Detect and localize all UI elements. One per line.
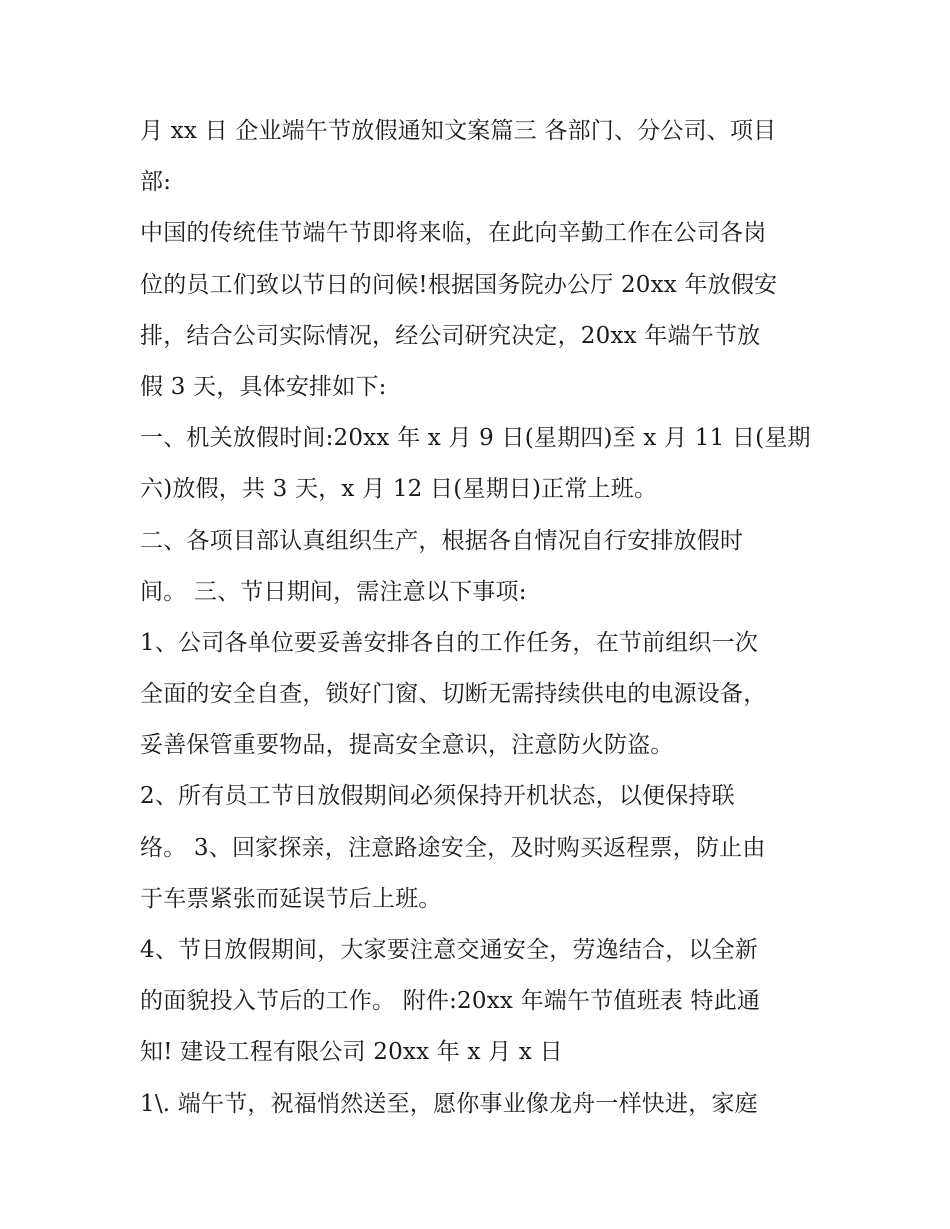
text-line: 1\. 端午节，祝福悄然送至，愿你事业像龙舟一样快进，家庭 xyxy=(140,1090,758,1117)
text-line: 的面貌投入节后的工作。 附件:20xx 年端午节值班表 特此通 xyxy=(140,988,761,1015)
text-line: 排，结合公司实际情况，经公司研究决定，20xx 年端午节放 xyxy=(140,322,761,349)
text-line: 2、所有员工节日放假期间必须保持开机状态，以便保持联 xyxy=(140,783,735,810)
text-line: 1、公司各单位要妥善安排各自的工作任务，在节前组织一次 xyxy=(140,629,759,656)
text-line: 二、各项目部认真组织生产，根据各自情况自行安排放假时 xyxy=(140,527,744,554)
text-line: 假 3 天，具体安排如下: xyxy=(140,373,387,400)
text-line: 于车票紧张而延误节后上班。 xyxy=(140,885,442,912)
text-line: 知! 建设工程有限公司 20xx 年 x 月 x 日 xyxy=(140,1039,563,1066)
text-line: 中国的传统佳节端午节即将来临，在此向辛勤工作在公司各岗 xyxy=(140,220,767,247)
text-line: 全面的安全自查，锁好门窗、切断无需持续供电的电源设备， xyxy=(140,681,767,708)
text-line: 位的员工们致以节日的问候!根据国务院办公厅 20xx 年放假安 xyxy=(140,271,778,298)
text-line: 六)放假，共 3 天，x 月 12 日(星期日)正常上班。 xyxy=(140,476,658,503)
text-line: 一、机关放假时间:20xx 年 x 月 9 日(星期四)至 x 月 11 日(星期 xyxy=(140,425,811,452)
text-line: 络。 3、回家探亲，注意路途安全，及时购买返程票，防止由 xyxy=(140,834,766,861)
text-line: 部: xyxy=(140,169,172,196)
document-body xyxy=(140,106,820,1130)
text-line: 4、节日放假期间，大家要注意交通安全，劳逸结合，以全新 xyxy=(140,937,759,963)
text-line: 妥善保管重要物品，提高安全意识，注意防火防盗。 xyxy=(140,732,674,759)
text-line: 月 xx 日 企业端午节放假通知文案篇三 各部门、分公司、项目 xyxy=(140,118,777,144)
text-line: 间。 三、节日期间，需注意以下事项: xyxy=(140,578,527,605)
